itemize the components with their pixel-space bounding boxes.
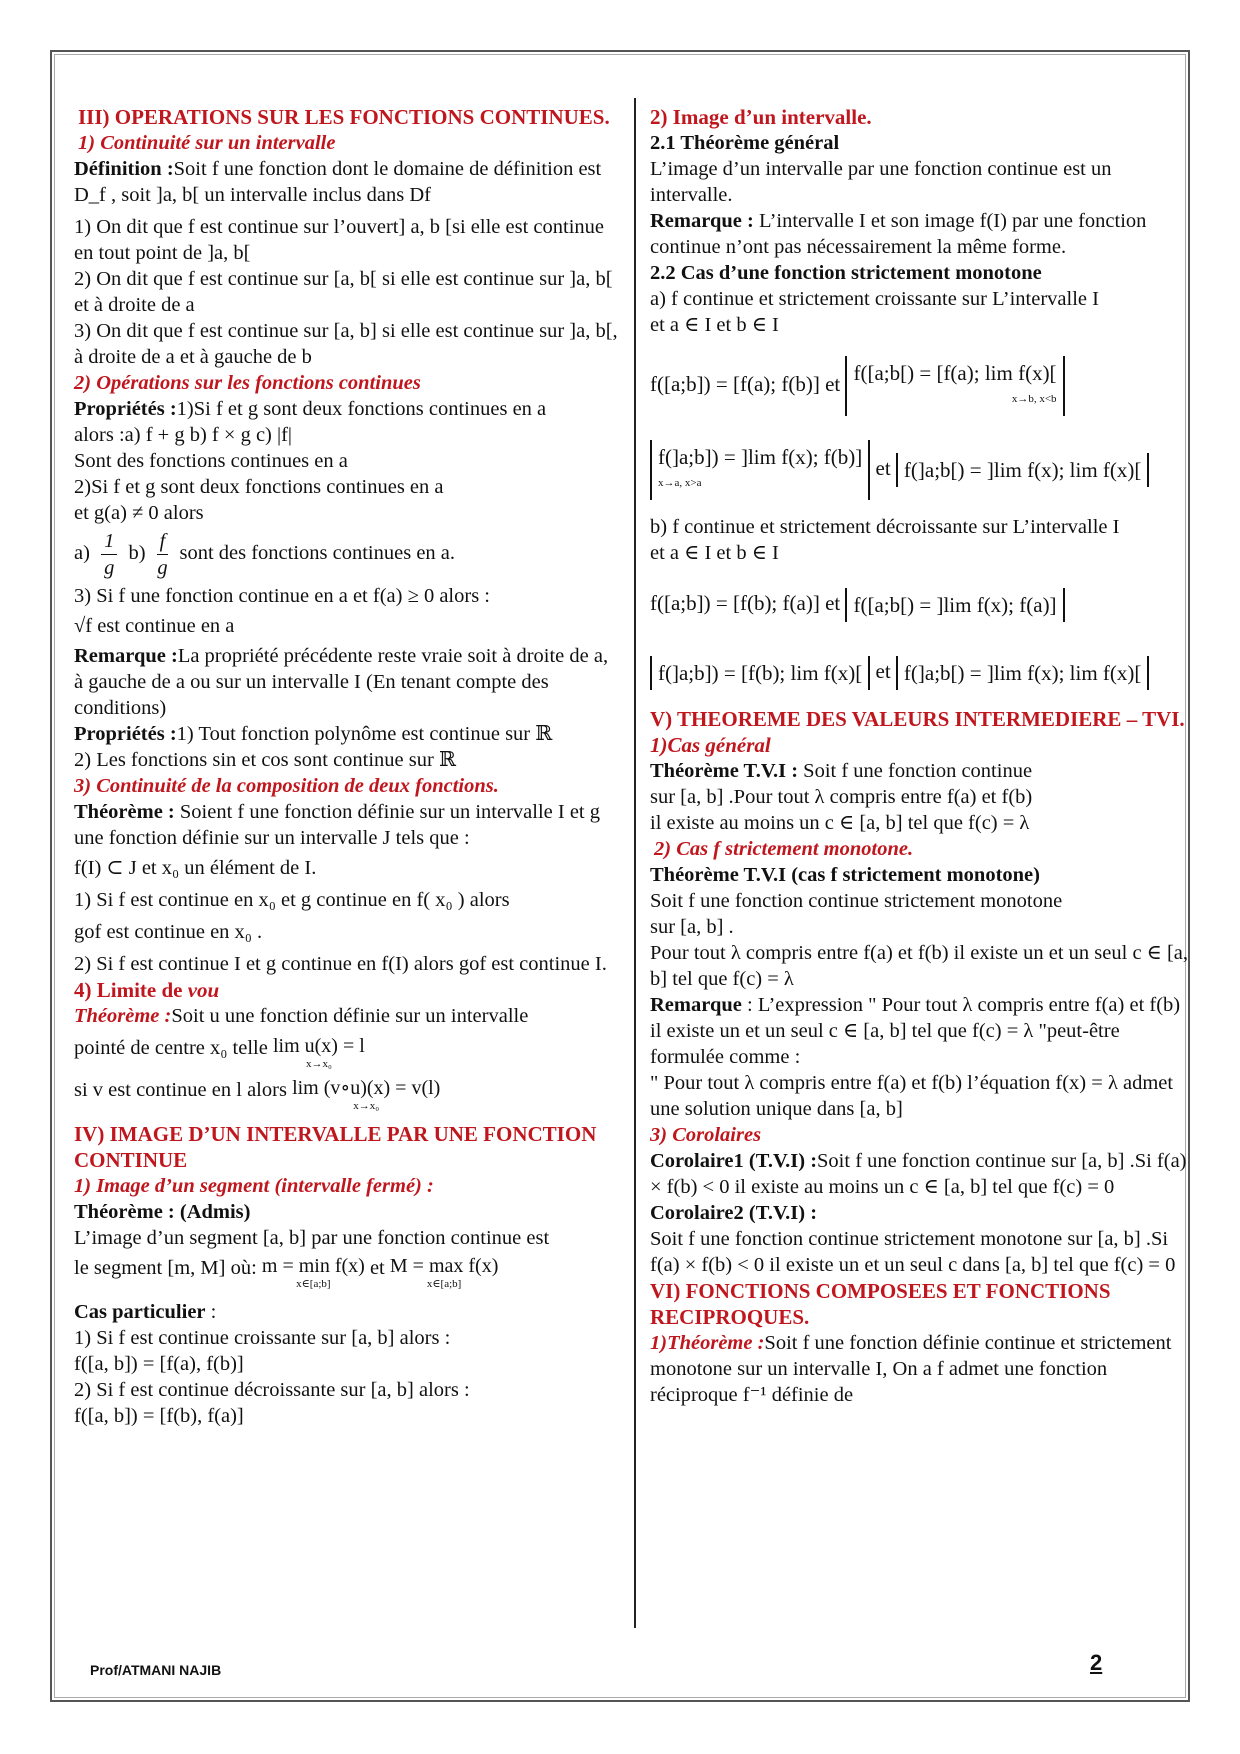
section-6-1-label: 1)Théorème : bbox=[650, 1332, 765, 1354]
properties-label: Propriétés : bbox=[74, 398, 177, 420]
equation-a3: f(]a;b]) = ]lim f(x); f(b)] bbox=[658, 445, 863, 469]
equation-b1: f([a;b]) = [f(b); f(a)] bbox=[650, 590, 820, 615]
author-footer: Prof/ATMANI NAJIB bbox=[90, 1662, 222, 1678]
remark bbox=[74, 643, 622, 721]
column-divider bbox=[634, 98, 636, 1628]
section-4-1-title: 1) Image d’un segment (intervalle fermé) : bbox=[74, 1175, 434, 1197]
tvi-theorem bbox=[650, 758, 1190, 784]
remark-image-text: L’intervalle I et son image f(I) par une fonction continue n’ont pas nécessairement la même forme. bbox=[650, 210, 1147, 258]
limit-2: lim (v∘u)(x) = v(l) bbox=[292, 1077, 441, 1099]
definition-item-3: 3) On dit que f est continue sur [a, b] si elle est continue sur ]a, b[, à droite de a et à gauche de b bbox=[74, 320, 618, 368]
theorem-admis-b bbox=[74, 1255, 622, 1291]
theorem-condition: f(I) ⊂ J et x₀ un élément de I. bbox=[74, 857, 317, 879]
corollary-1-label: Corolaire1 (T.V.I) : bbox=[650, 1150, 818, 1172]
tvi2-line-b: sur [a, b] . bbox=[650, 916, 734, 938]
fraction-f-over-g bbox=[157, 528, 169, 581]
min-under: x∈[a;b] bbox=[296, 1278, 331, 1290]
properties2-label: Propriétés : bbox=[74, 723, 177, 745]
section-3-2-title: 2) Opérations sur les fonctions continues bbox=[74, 372, 421, 394]
special-case-1: 1) Si f est continue croissante sur [a, b] alors : bbox=[74, 1327, 451, 1349]
special-case-2: 2) Si f est continue décroissante sur [a, b] alors : bbox=[74, 1379, 470, 1401]
section-4-title: IV) IMAGE D’UN INTERVALLE PAR UNE FONCTION CONTINUE bbox=[74, 1122, 597, 1172]
theorem-item-1: 1) Si f est continue en x₀ et g continue en f( x₀ ) alors bbox=[74, 889, 510, 911]
fraction-numerator: f bbox=[157, 528, 169, 555]
case-a-text: a) f continue et strictement croissante sur L’intervalle I bbox=[650, 288, 1099, 310]
fraction-numerator: 1 bbox=[101, 528, 117, 555]
properties-2: 2)Si f et g sont deux fonctions continues en a bbox=[74, 476, 444, 498]
max-expression bbox=[390, 1255, 498, 1291]
tvi2-label: Théorème T.V.I (cas f strictement monotone) bbox=[650, 864, 1040, 886]
tvi2-line-c: Pour tout λ compris entre f(a) et f(b) il existe un et un seul c ∈ [a, b] tel que f(c) = λ bbox=[650, 942, 1189, 990]
definition bbox=[74, 156, 622, 208]
theorem-limit-c bbox=[74, 1077, 622, 1113]
equation-b2-box bbox=[845, 588, 1064, 622]
special-case-1b: f([a, b]) = [f(a), f(b)] bbox=[74, 1353, 244, 1375]
item-a-label: a) bbox=[74, 542, 90, 565]
equation-a3-under: x→a, x>a bbox=[658, 477, 702, 489]
properties-1-text: 1)Si f et g sont deux fonctions continues en a bbox=[176, 398, 547, 420]
case-b-text bbox=[650, 514, 1190, 540]
section-6-1-text: Soit f une fonction définie continue et strictement monotone sur un intervalle I, On a f admet une fonction réciproque f⁻¹ définie de bbox=[650, 1332, 1172, 1406]
remark-tvi-text: : L’expression " Pour tout λ compris entre f(a) et f(b) il existe un et un seul c ∈ [a, b] tel que f(c) = λ "peut-être formulée comme : bbox=[650, 994, 1181, 1068]
theorem-limit bbox=[74, 1003, 622, 1029]
case-a-condition: et a ∈ I et b ∈ I bbox=[650, 314, 779, 336]
item-b-label: b) bbox=[128, 542, 146, 565]
section-6-title: VI) FONCTIONS COMPOSEES ET FONCTIONS RECIPROQUES. bbox=[650, 1279, 1111, 1329]
section-5-3-title: 3) Corolaires bbox=[650, 1124, 762, 1146]
properties-2c-end: sont des fonctions continues en a. bbox=[179, 542, 456, 565]
remark-image-label: Remarque : bbox=[650, 210, 754, 232]
section-3-4-text: 4) Limite de bbox=[74, 978, 188, 1002]
properties2-2: 2) Les fonctions sin et cos sont continue sur ℝ bbox=[74, 749, 456, 771]
remark-text: La propriété précédente reste vraie soit à droite de a, à gauche de a ou sur un intervalle I (En tenant compte des conditions) bbox=[74, 645, 609, 719]
equation-row-a3 bbox=[650, 440, 1190, 500]
theorem-admis-b-text: le segment [m, M] où: bbox=[74, 1257, 257, 1279]
et-word: et bbox=[825, 371, 841, 396]
left-column bbox=[74, 104, 622, 1429]
section-5-title bbox=[650, 706, 1190, 758]
page-number: 2 bbox=[1090, 1650, 1103, 1675]
special-case bbox=[74, 1299, 622, 1325]
theorem-limit-b bbox=[74, 1035, 622, 1071]
equation-a3-box bbox=[650, 440, 870, 500]
equation-a2-box bbox=[845, 356, 1064, 416]
max-formula: M = max f(x) bbox=[389, 1255, 499, 1277]
corollary-1-text: Soit f une fonction continue sur [a, b] .Si f(a) × f(b) < 0 il existe au moins un c ∈ [a, b] tel que f(c) = 0 bbox=[650, 1150, 1187, 1198]
properties-1b: alors :a) f + g b) f × g c) |f| bbox=[74, 424, 293, 446]
equation-a4: f(]a;b[) = ]lim f(x); lim f(x)[ bbox=[903, 458, 1142, 482]
theorem-limit-text: Soit u une fonction définie sur un intervalle bbox=[171, 1005, 529, 1027]
properties2 bbox=[74, 721, 622, 747]
equation-a4-box bbox=[896, 453, 1150, 487]
right-column bbox=[650, 104, 1190, 1408]
section-3-1-title: 1) Continuité sur un intervalle bbox=[78, 132, 336, 154]
properties-2b: et g(a) ≠ 0 alors bbox=[74, 502, 204, 524]
section-3-title: III) OPERATIONS SUR LES FONCTIONS CONTINUES. bbox=[78, 105, 610, 129]
theorem-admis-text: L’image d’un segment [a, b] par une fonction continue est bbox=[74, 1227, 550, 1249]
et-word: et bbox=[875, 658, 891, 683]
fraction-1-over-g bbox=[101, 528, 117, 581]
equation-a1: f([a;b]) = [f(a); f(b)] bbox=[650, 371, 820, 396]
theorem-composition bbox=[74, 799, 622, 851]
fraction-denominator: g bbox=[104, 557, 115, 579]
limit-expression-1 bbox=[273, 1035, 365, 1071]
definition-label: Définition : bbox=[74, 158, 174, 180]
et-word: et bbox=[825, 590, 841, 615]
section-4-2-title: 2) Image d’un intervalle. bbox=[650, 105, 872, 129]
remark-tvi-label: Remarque bbox=[650, 994, 742, 1016]
limit-1-under: x→x₀ bbox=[305, 1058, 332, 1070]
max-under: x∈[a;b] bbox=[426, 1278, 462, 1290]
special-case-colon: : bbox=[205, 1301, 217, 1323]
special-case-2b: f([a, b]) = [f(b), f(a)] bbox=[74, 1405, 244, 1427]
limit-2-under: x→x₀ bbox=[353, 1100, 380, 1112]
remark-label: Remarque : bbox=[74, 645, 178, 667]
properties-2c bbox=[74, 528, 622, 581]
theorem-limit-label: Théorème : bbox=[74, 1005, 172, 1027]
equation-b4: f(]a;b[) = ]lim f(x); lim f(x)[ bbox=[903, 661, 1142, 685]
tvi-line-b: sur [a, b] .Pour tout λ compris entre f(a) et f(b) bbox=[650, 786, 1033, 808]
case-b-condition: et a ∈ I et b ∈ I bbox=[650, 542, 779, 564]
equation-b2: f([a;b[) = ]lim f(x); f(a)] bbox=[853, 593, 1057, 617]
theorem-item-1b: gof est continue en x₀ . bbox=[74, 921, 263, 943]
remark-tvi-b: " Pour tout λ compris entre f(a) et f(b) l’équation f(x) = λ admet une solution unique dans [a, b] bbox=[650, 1072, 1174, 1120]
equation-b3-box bbox=[650, 656, 870, 690]
equation-row-b1 bbox=[650, 588, 1190, 622]
definition-item-2: 2) On dit que f est continue sur [a, b[ si elle est continue sur ]a, b[ et à droite de a bbox=[74, 268, 613, 316]
case-b-text-content: b) f continue et strictement décroissante sur L’intervalle I bbox=[650, 516, 1120, 538]
properties-3b: √f est continue en a bbox=[74, 615, 235, 637]
section-3-3-title: 3) Continuité de la composition de deux fonctions. bbox=[74, 775, 499, 797]
properties-1 bbox=[74, 396, 622, 422]
equation-b4-box bbox=[896, 656, 1150, 690]
limit-expression-2 bbox=[292, 1077, 440, 1113]
limit-1: lim u(x) = l bbox=[272, 1035, 365, 1057]
corollary-2-text: Soit f une fonction continue strictement monotone sur [a, b] .Si f(a) × f(b) < 0 il existe un et un seul c dans [a, b] tel que f(c) = 0 bbox=[650, 1228, 1176, 1276]
theorem-limit-c-text: si v est continue en l alors bbox=[74, 1079, 287, 1101]
corollary-1 bbox=[650, 1148, 1190, 1200]
section-5-2-title: 2) Cas f strictement monotone. bbox=[654, 838, 914, 860]
and-word: et bbox=[369, 1257, 385, 1279]
tvi-line-c: il existe au moins un c ∈ [a, b] tel que f(c) = λ bbox=[650, 812, 1030, 834]
section-3-4-vou: vou bbox=[187, 978, 220, 1002]
corollary-2-label: Corolaire2 (T.V.I) : bbox=[650, 1202, 818, 1224]
tvi-text: Soit f une fonction continue bbox=[798, 760, 1033, 782]
equation-a2-under: x→b, x<b bbox=[1011, 393, 1057, 405]
section-4-2-1-title: 2.1 Théorème général bbox=[650, 132, 840, 154]
theorem-limit-b-text: pointé de centre x₀ telle bbox=[74, 1037, 268, 1059]
section-3-4-title bbox=[74, 977, 622, 1003]
min-formula: m = min f(x) bbox=[261, 1255, 365, 1277]
min-expression bbox=[262, 1255, 365, 1291]
remark-image bbox=[650, 208, 1190, 260]
section-5-1-title: 1)Cas général bbox=[650, 733, 771, 757]
tvi-label: Théorème T.V.I : bbox=[650, 760, 799, 782]
theorem-text: Soient f une fonction définie sur un intervalle I et g une fonction définie sur un intervalle J tels que : bbox=[74, 801, 601, 849]
definition-text: Soit f une fonction dont le domaine de définition est D_f , soit ]a, b[ un intervalle inclus dans Df bbox=[74, 158, 602, 206]
theorem-item-2: 2) Si f est continue I et g continue en f(I) alors gof est continue I. bbox=[74, 953, 607, 975]
properties2-1: 1) Tout fonction polynôme est continue sur ℝ bbox=[176, 723, 553, 745]
equation-row-a1 bbox=[650, 356, 1190, 416]
section-5-title-text: V) THEOREME DES VALEURS INTERMEDIERE – TVI. bbox=[650, 707, 1185, 731]
equation-b3: f(]a;b]) = [f(b); lim f(x)[ bbox=[658, 661, 863, 685]
definition-item-1: 1) On dit que f est continue sur l’ouvert] a, b [si elle est continue en tout point de ]a, b[ bbox=[74, 216, 605, 264]
remark-tvi bbox=[650, 992, 1190, 1070]
properties-3: 3) Si f une fonction continue en a et f(a) ≥ 0 alors : bbox=[74, 585, 490, 607]
special-case-label: Cas particulier bbox=[74, 1301, 206, 1323]
properties-1c: Sont des fonctions continues en a bbox=[74, 450, 348, 472]
theorem-label: Théorème : bbox=[74, 801, 175, 823]
et-word: et bbox=[875, 455, 891, 480]
section-4-2-2-title: 2.2 Cas d’une fonction strictement monotone bbox=[650, 262, 1042, 284]
section-6-1 bbox=[650, 1330, 1190, 1408]
fraction-denominator: g bbox=[157, 557, 168, 579]
equation-row-b3 bbox=[650, 656, 1190, 690]
equation-a2: f([a;b[) = [f(a); lim f(x)[ bbox=[853, 361, 1057, 385]
theorem-admis-label: Théorème : (Admis) bbox=[74, 1201, 251, 1223]
section-4-2-1-text: L’image d’un intervalle par une fonction continue est un intervalle. bbox=[650, 158, 1112, 206]
tvi2-line-a: Soit f une fonction continue strictement monotone bbox=[650, 890, 1063, 912]
